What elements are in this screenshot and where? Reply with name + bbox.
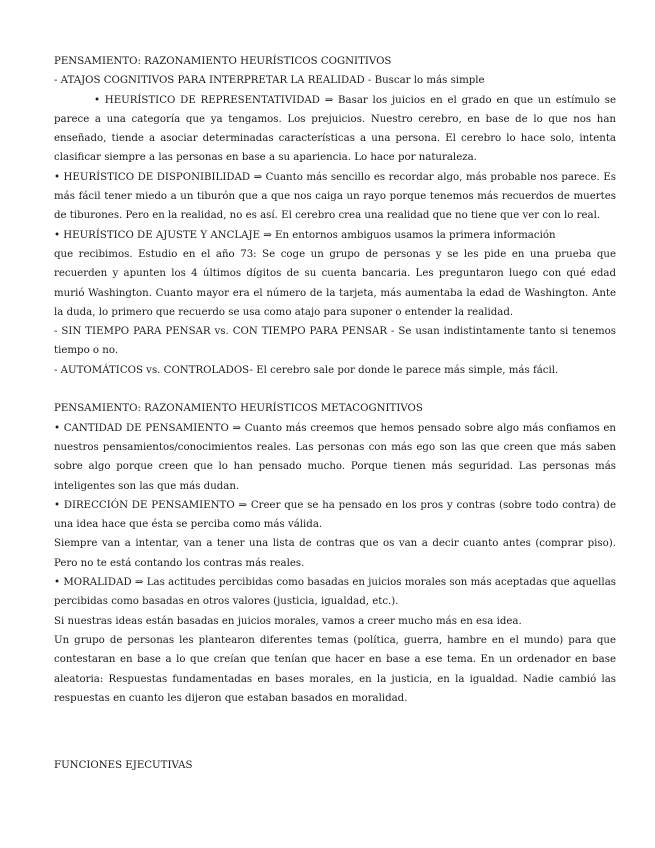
ajuste-paragraph: que recibimos. Estudio en el año 73: Se coge un grupo de personas y se les pide en una prueba que recuerden y apunten los 4 últimos dígitos de su cuenta bancaria. Les preguntaron luego con qué edad murió Washington. Cuanto mayor era el número de la tarjeta, más aumentaba la edad de Washington. Ante la duda, lo primero que recuerdo se usa como atajo para suponer o entender la realidad. — [54, 248, 616, 318]
section2-title: PENSAMIENTO: RAZONAMIENTO HEURÍSTICOS METACOGNITIVOS — [54, 403, 423, 415]
cantidad-paragraph: • CANTIDAD DE PENSAMIENTO ⇒ Cuanto más creemos que hemos pensado sobre algo más confiamos en nuestros pensamientos/conocimientos reales. Las personas con más ego son las que creen que más saben sobre algo porque creen que lo han pensado mucho. Porque tienen más seguridad. Las personas más inteligentes son las que más dudan. — [54, 422, 616, 492]
tiempo-paragraph: - SIN TIEMPO PARA PENSAR vs. CON TIEMPO PARA PENSAR - Se usan indistintamente tanto si tenemos tiempo o no. — [54, 326, 616, 357]
moralidad-nota-paragraph: Si nuestras ideas están basadas en juicios morales, vamos a creer mucho más en esa idea. — [54, 615, 522, 627]
direccion-paragraph: • DIRECCIÓN DE PENSAMIENTO ⇒ Creer que se ha pensado en los pros y contras (sobre todo contra) de una idea hace que ésta se perciba como más válida. — [54, 499, 616, 531]
ajuste-heading: • HEURÍSTICO DE AJUSTE Y ANCLAJE ⇒ En entornos ambiguos usamos la primera información — [54, 229, 556, 241]
document-page — [54, 52, 616, 775]
section-spacer-large — [54, 708, 616, 756]
automaticos-paragraph: - AUTOMÁTICOS vs. CONTROLADOS- El cerebro sale por donde le parece más simple, más fácil. — [54, 364, 559, 376]
direccion-ejemplo-paragraph: Siempre van a intentar, van a tener una lista de contras que os van a decir cuanto antes (comprar piso). Pero no te está contando los contras más reales. — [54, 538, 616, 569]
representatividad-paragraph: • HEURÍSTICO DE REPRESENTATIVIDAD ⇒ Basar los juicios en el grado en que un estímulo se parece a una categoría que ya tengamos. Los prejuicios. Nuestro cerebro, en base de lo que nos han enseñado, tiende a asociar determinadas características a una persona. El cerebro lo hace solo, intenta clasificar siempre a las personas en base a su apariencia. Lo hace por naturaleza. — [54, 94, 616, 164]
section-spacer — [54, 380, 616, 399]
disponibilidad-paragraph: • HEURÍSTICO DE DISPONIBILIDAD ⇒ Cuanto más sencillo es recordar algo, más probable nos parece. Es más fácil tener miedo a un tiburón que a que nos caiga un rayo porque tenemos más recuerdos de muertes de tiburones. Pero en la realidad, no es así. El cerebro crea una realidad que no tiene que ver con lo real. — [54, 171, 616, 222]
moralidad-paragraph: • MORALIDAD ⇒ Las actitudes percibidas como basadas en juicios morales son más aceptadas que aquellas percibidas como basadas en otros valores (justicia, igualdad, etc.). — [54, 577, 616, 608]
section3-title: FUNCIONES EJECUTIVAS — [54, 760, 193, 772]
moralidad-estudio-paragraph: Un grupo de personas les plantearon diferentes temas (política, guerra, hambre en el mundo) para que contestaran en base a lo que creían que tenían que hacer en base a ese tema. En un ordenador en base aleatoria: Respuestas fundamentadas en bases morales, en la justicia, en la igualdad. Nadie cambió las respuestas en cuanto les dijeron que estaban basados en moralidad. — [54, 634, 616, 704]
section1-title: PENSAMIENTO: RAZONAMIENTO HEURÍSTICOS COGNITIVOS — [54, 56, 392, 67]
section1-subtitle: - ATAJOS COGNITIVOS PARA INTERPRETAR LA REALIDAD - Buscar lo más simple — [54, 75, 485, 87]
